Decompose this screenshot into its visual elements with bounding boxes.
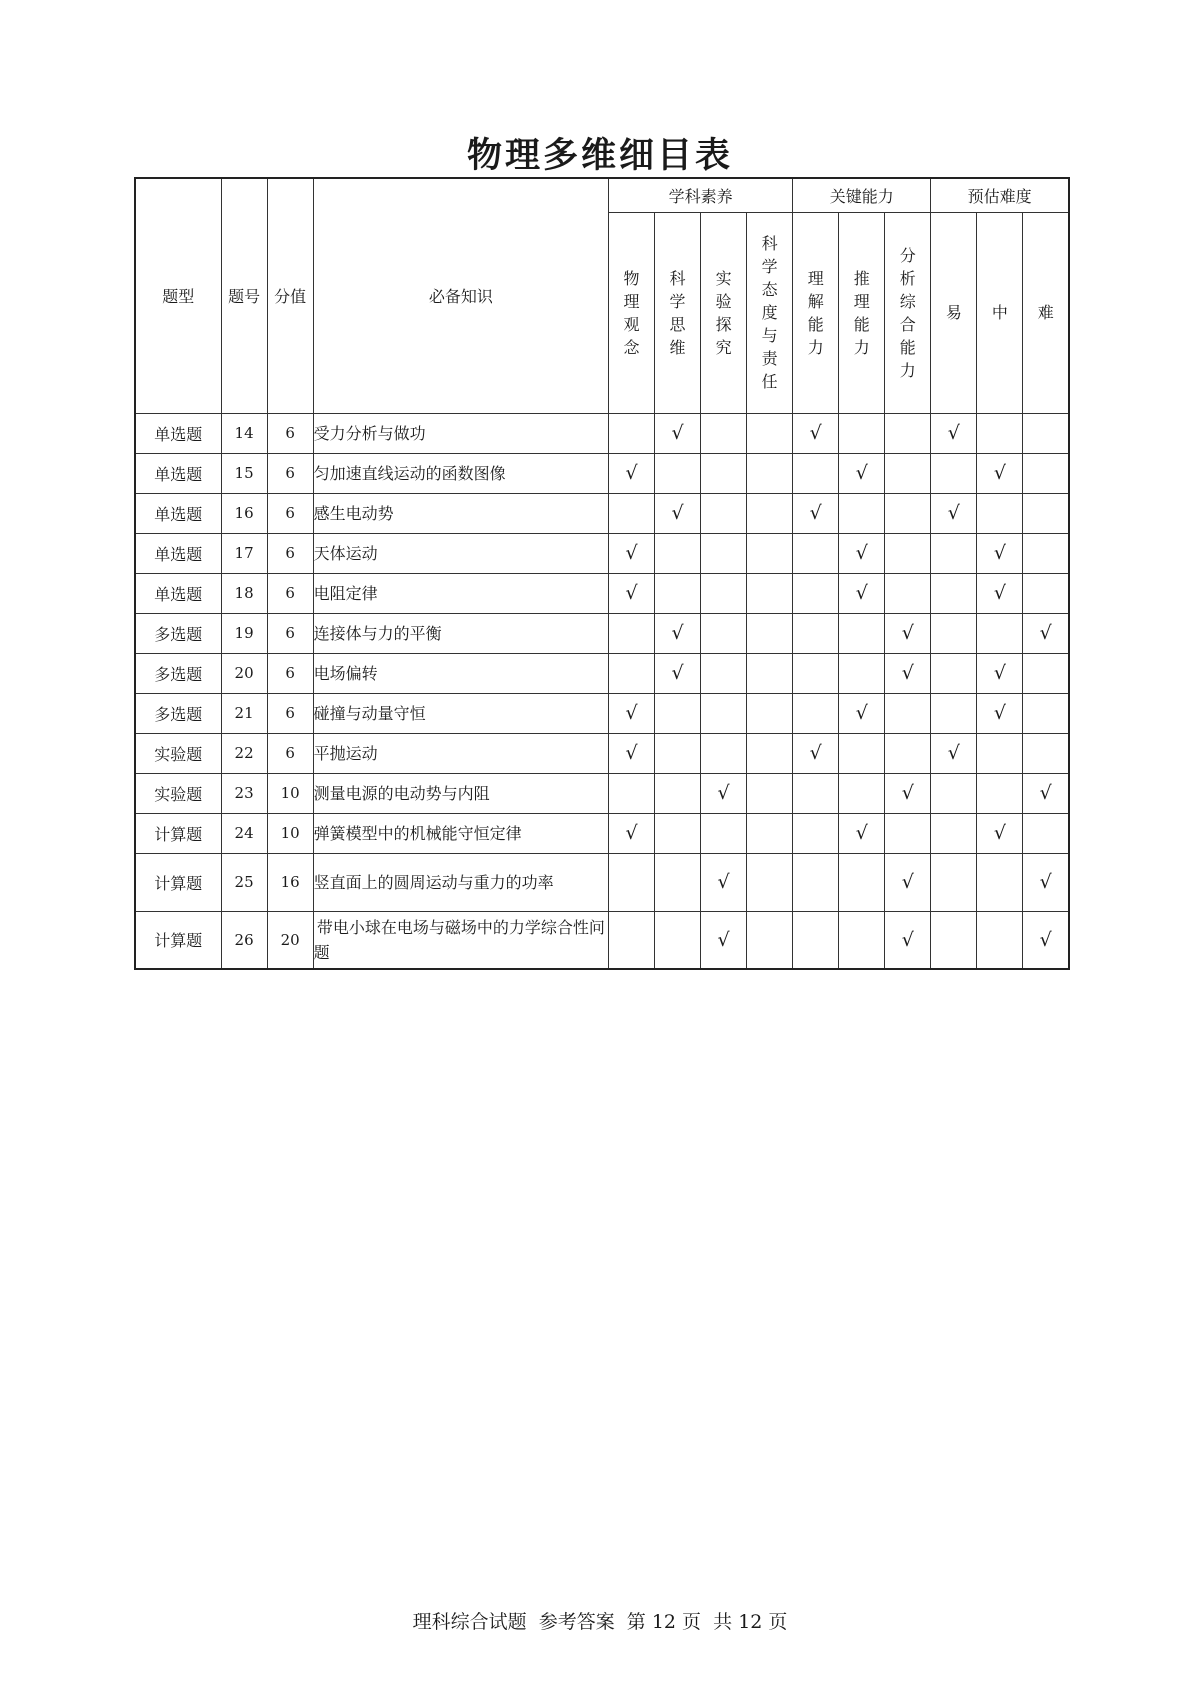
cell-knowledge: 匀加速直线运动的函数图像 <box>313 453 608 493</box>
cell-check <box>839 911 885 969</box>
cell-check <box>747 813 793 853</box>
cell-check <box>885 733 931 773</box>
table-row <box>135 573 1069 613</box>
cell-check <box>793 573 839 613</box>
cell-knowledge: 天体运动 <box>313 533 608 573</box>
cell-check <box>931 653 977 693</box>
table-row <box>135 813 1069 853</box>
cell-type: 单选题 <box>135 493 221 533</box>
table-row <box>135 533 1069 573</box>
cell-check <box>655 911 701 969</box>
header-subcolumn-char: 能 <box>899 337 916 357</box>
header-subcolumn-char: 究 <box>715 337 732 357</box>
cell-score: 6 <box>267 693 313 733</box>
cell-check <box>793 453 839 493</box>
table-row <box>135 613 1069 653</box>
header-subcolumn-char: 理 <box>623 291 640 311</box>
header-subcolumn-char: 能 <box>853 314 870 334</box>
cell-check <box>885 813 931 853</box>
header-subcolumn-char: 综 <box>899 291 916 311</box>
cell-number: 25 <box>221 853 267 911</box>
cell-check <box>793 813 839 853</box>
cell-check: √ <box>793 493 839 533</box>
header-subcolumn <box>747 212 793 413</box>
cell-score: 20 <box>267 911 313 969</box>
cell-check <box>655 773 701 813</box>
cell-check <box>931 693 977 733</box>
cell-check <box>931 773 977 813</box>
cell-check: √ <box>885 911 931 969</box>
cell-check: √ <box>839 693 885 733</box>
cell-check <box>793 613 839 653</box>
cell-check <box>931 853 977 911</box>
cell-check <box>793 773 839 813</box>
cell-check <box>701 653 747 693</box>
cell-knowledge: 感生电动势 <box>313 493 608 533</box>
cell-type: 计算题 <box>135 911 221 969</box>
cell-check <box>793 693 839 733</box>
cell-check <box>701 573 747 613</box>
cell-check <box>655 853 701 911</box>
cell-number: 22 <box>221 733 267 773</box>
footer-answer: 参考答案 <box>538 1611 615 1633</box>
header-subcolumn-char: 力 <box>853 337 870 357</box>
cell-score: 6 <box>267 613 313 653</box>
header-subcolumn-char: 念 <box>623 337 640 357</box>
cell-number: 14 <box>221 413 267 453</box>
header-subcolumn-char: 责 <box>761 349 778 368</box>
header-subcolumn-char: 思 <box>669 314 686 334</box>
cell-check: √ <box>701 773 747 813</box>
cell-score: 6 <box>267 533 313 573</box>
cell-check <box>1023 573 1069 613</box>
header-subcolumn-char: 验 <box>715 291 732 311</box>
cell-check: √ <box>1023 853 1069 911</box>
cell-type: 计算题 <box>135 813 221 853</box>
cell-check: √ <box>839 453 885 493</box>
cell-check: √ <box>608 573 654 613</box>
header-group-literacy: 学科素养 <box>608 178 792 212</box>
cell-check: √ <box>608 453 654 493</box>
cell-score: 6 <box>267 413 313 453</box>
cell-check: √ <box>839 533 885 573</box>
header-subcolumn-char: 态 <box>761 280 778 299</box>
cell-check <box>885 493 931 533</box>
cell-check: √ <box>885 853 931 911</box>
header-subcolumn-char: 理 <box>807 268 824 288</box>
header-subcolumn-char: 理 <box>853 291 870 311</box>
cell-check: √ <box>885 613 931 653</box>
cell-type: 单选题 <box>135 413 221 453</box>
cell-check: √ <box>977 693 1023 733</box>
cell-knowledge: 弹簧模型中的机械能守恒定律 <box>313 813 608 853</box>
cell-check <box>655 733 701 773</box>
header-subcolumn-char: 探 <box>715 314 732 334</box>
header-subcolumn-char: 学 <box>669 291 686 311</box>
cell-check <box>977 911 1023 969</box>
header-subcolumn-char: 中 <box>991 303 1008 322</box>
cell-check <box>655 573 701 613</box>
table-row <box>135 773 1069 813</box>
cell-type: 实验题 <box>135 733 221 773</box>
cell-score: 6 <box>267 453 313 493</box>
cell-check <box>701 533 747 573</box>
cell-knowledge: 连接体与力的平衡 <box>313 613 608 653</box>
table-row <box>135 911 1069 969</box>
cell-check <box>747 853 793 911</box>
cell-type: 多选题 <box>135 693 221 733</box>
cell-number: 20 <box>221 653 267 693</box>
cell-check <box>747 493 793 533</box>
table-row <box>135 733 1069 773</box>
cell-knowledge: 平抛运动 <box>313 733 608 773</box>
cell-check: √ <box>977 653 1023 693</box>
cell-check: √ <box>1023 613 1069 653</box>
cell-check <box>747 773 793 813</box>
cell-check <box>747 911 793 969</box>
cell-check: √ <box>839 573 885 613</box>
cell-check <box>931 453 977 493</box>
cell-check <box>747 653 793 693</box>
header-subcolumn-char: 析 <box>899 268 916 288</box>
cell-check: √ <box>608 733 654 773</box>
cell-number: 18 <box>221 573 267 613</box>
cell-check <box>977 613 1023 653</box>
header-subcolumn-char: 分 <box>899 245 916 265</box>
cell-check <box>1023 653 1069 693</box>
cell-type: 实验题 <box>135 773 221 813</box>
cell-check <box>931 813 977 853</box>
cell-check <box>701 613 747 653</box>
cell-check: √ <box>701 853 747 911</box>
cell-check: √ <box>655 413 701 453</box>
header-subcolumn-char: 科 <box>761 234 778 253</box>
cell-check <box>793 533 839 573</box>
cell-check <box>977 853 1023 911</box>
cell-check: √ <box>885 653 931 693</box>
cell-check: √ <box>977 813 1023 853</box>
header-number: 题号 <box>221 178 267 413</box>
cell-check <box>701 813 747 853</box>
header-subcolumn <box>608 212 654 413</box>
cell-knowledge: 竖直面上的圆周运动与重力的功率 <box>313 853 608 911</box>
header-subcolumn <box>655 212 701 413</box>
cell-check <box>977 733 1023 773</box>
header-subcolumn-char: 推 <box>853 268 870 288</box>
cell-type: 单选题 <box>135 533 221 573</box>
cell-check: √ <box>1023 911 1069 969</box>
cell-type: 计算题 <box>135 853 221 911</box>
cell-check <box>747 613 793 653</box>
table-body <box>135 413 1069 969</box>
cell-check <box>701 453 747 493</box>
header-subcolumn <box>885 212 931 413</box>
cell-check <box>839 733 885 773</box>
header-subcolumn-char: 力 <box>807 337 824 357</box>
cell-check: √ <box>931 493 977 533</box>
cell-type: 单选题 <box>135 453 221 493</box>
cell-type: 多选题 <box>135 613 221 653</box>
header-subcolumn <box>839 212 885 413</box>
cell-check <box>701 413 747 453</box>
cell-check <box>1023 413 1069 453</box>
header-subcolumn-char: 力 <box>899 360 916 380</box>
header-group-ability: 关键能力 <box>793 178 931 212</box>
cell-check <box>608 853 654 911</box>
cell-check <box>747 453 793 493</box>
cell-check <box>747 733 793 773</box>
detail-table <box>134 177 1070 970</box>
cell-number: 23 <box>221 773 267 813</box>
cell-check <box>701 693 747 733</box>
cell-check <box>608 653 654 693</box>
cell-check <box>793 653 839 693</box>
cell-check <box>1023 813 1069 853</box>
cell-number: 17 <box>221 533 267 573</box>
cell-check <box>1023 533 1069 573</box>
cell-check <box>747 693 793 733</box>
cell-check <box>793 911 839 969</box>
header-group-difficulty: 预估难度 <box>931 178 1069 212</box>
cell-check <box>839 413 885 453</box>
header-subcolumn-char: 解 <box>807 291 824 311</box>
header-subcolumn-char: 易 <box>945 303 962 322</box>
cell-check <box>931 613 977 653</box>
table-row <box>135 653 1069 693</box>
cell-check <box>885 533 931 573</box>
cell-check: √ <box>977 573 1023 613</box>
cell-check: √ <box>655 653 701 693</box>
cell-score: 10 <box>267 813 313 853</box>
cell-check: √ <box>608 813 654 853</box>
cell-check <box>793 853 839 911</box>
cell-check <box>885 453 931 493</box>
cell-check: √ <box>608 533 654 573</box>
footer-subject: 理科综合试题 <box>412 1611 527 1633</box>
cell-check <box>608 911 654 969</box>
cell-check <box>839 613 885 653</box>
cell-check: √ <box>793 413 839 453</box>
cell-check <box>747 533 793 573</box>
cell-knowledge: 受力分析与做功 <box>313 413 608 453</box>
cell-check <box>608 413 654 453</box>
cell-score: 10 <box>267 773 313 813</box>
header-knowledge: 必备知识 <box>313 178 608 413</box>
header-subcolumn <box>701 212 747 413</box>
cell-check <box>655 533 701 573</box>
header-subcolumn-char: 实 <box>715 268 732 288</box>
cell-check: √ <box>839 813 885 853</box>
cell-check <box>747 573 793 613</box>
cell-check <box>931 911 977 969</box>
table-row <box>135 413 1069 453</box>
cell-check <box>885 413 931 453</box>
cell-number: 21 <box>221 693 267 733</box>
cell-knowledge: 电场偏转 <box>313 653 608 693</box>
cell-check: √ <box>701 911 747 969</box>
cell-number: 15 <box>221 453 267 493</box>
cell-knowledge: 测量电源的电动势与内阻 <box>313 773 608 813</box>
header-subcolumn <box>1023 212 1069 413</box>
cell-check: √ <box>1023 773 1069 813</box>
cell-check <box>977 773 1023 813</box>
cell-check: √ <box>885 773 931 813</box>
footer-total: 共 12 页 <box>713 1611 788 1633</box>
cell-score: 6 <box>267 493 313 533</box>
cell-check: √ <box>931 413 977 453</box>
cell-type: 多选题 <box>135 653 221 693</box>
cell-check: √ <box>977 453 1023 493</box>
table-row <box>135 493 1069 533</box>
cell-knowledge: 电阻定律 <box>313 573 608 613</box>
cell-check <box>839 653 885 693</box>
cell-check <box>655 453 701 493</box>
cell-check: √ <box>608 693 654 733</box>
header-subcolumn-char: 观 <box>623 314 640 334</box>
cell-check <box>977 493 1023 533</box>
cell-check <box>839 853 885 911</box>
header-subcolumn-char: 维 <box>669 337 686 357</box>
header-type: 题型 <box>135 178 221 413</box>
cell-score: 6 <box>267 733 313 773</box>
header-subcolumn-char: 难 <box>1037 303 1054 322</box>
cell-knowledge: 碰撞与动量守恒 <box>313 693 608 733</box>
cell-number: 24 <box>221 813 267 853</box>
header-score: 分值 <box>267 178 313 413</box>
cell-check <box>608 613 654 653</box>
cell-number: 16 <box>221 493 267 533</box>
cell-check <box>701 493 747 533</box>
header-subcolumn-char: 能 <box>807 314 824 334</box>
table-row <box>135 453 1069 493</box>
cell-number: 19 <box>221 613 267 653</box>
cell-check: √ <box>793 733 839 773</box>
header-subcolumn-char: 度 <box>761 303 778 322</box>
header-subcolumn-char: 与 <box>761 326 778 345</box>
header-subcolumn <box>793 212 839 413</box>
cell-check <box>1023 733 1069 773</box>
cell-check <box>747 413 793 453</box>
header-row-groups <box>135 178 1069 212</box>
footer-page: 第 12 页 <box>626 1611 702 1633</box>
cell-check <box>839 493 885 533</box>
header-subcolumn-char: 合 <box>899 314 916 334</box>
cell-check <box>701 733 747 773</box>
page-footer <box>0 1607 1200 1634</box>
table-row <box>135 853 1069 911</box>
cell-check <box>885 573 931 613</box>
header-subcolumn-char: 任 <box>761 372 778 391</box>
cell-number: 26 <box>221 911 267 969</box>
cell-score: 6 <box>267 653 313 693</box>
header-subcolumn <box>977 212 1023 413</box>
cell-type: 单选题 <box>135 573 221 613</box>
cell-check: √ <box>931 733 977 773</box>
cell-check <box>931 573 977 613</box>
header-subcolumn-char: 物 <box>623 268 640 288</box>
cell-check <box>608 773 654 813</box>
cell-score: 6 <box>267 573 313 613</box>
cell-check <box>655 813 701 853</box>
cell-check <box>931 533 977 573</box>
header-subcolumn-char: 学 <box>761 257 778 276</box>
cell-check <box>977 413 1023 453</box>
cell-check <box>1023 453 1069 493</box>
header-subcolumn <box>931 212 977 413</box>
cell-score: 16 <box>267 853 313 911</box>
cell-check <box>839 773 885 813</box>
cell-check <box>885 693 931 733</box>
cell-check <box>1023 693 1069 733</box>
cell-check <box>608 493 654 533</box>
header-subcolumn-char: 科 <box>669 268 686 288</box>
cell-check <box>1023 493 1069 533</box>
table-row <box>135 693 1069 733</box>
cell-check: √ <box>977 533 1023 573</box>
cell-knowledge: 带电小球在电场与磁场中的力学综合性问题 <box>313 911 608 969</box>
cell-check <box>655 693 701 733</box>
cell-check: √ <box>655 613 701 653</box>
page-title: 物理多维细目表 <box>466 136 733 176</box>
cell-check: √ <box>655 493 701 533</box>
